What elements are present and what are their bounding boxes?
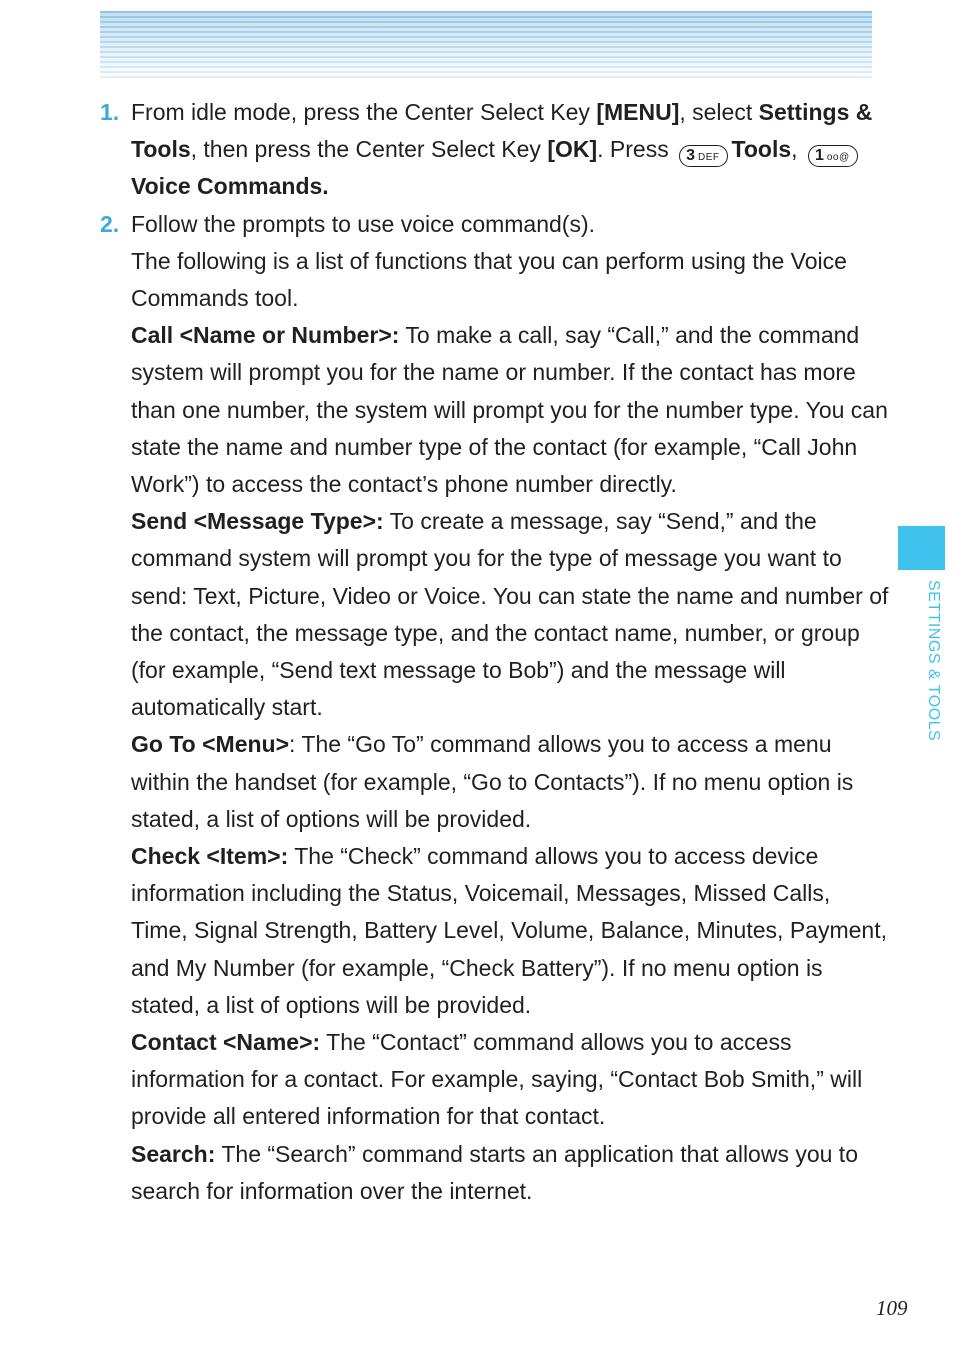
step-2-line-1: Follow the prompts to use voice command(s). — [131, 210, 596, 237]
step-number: 1. — [100, 99, 120, 125]
command-description: The “Check” command allows you to access device information including the Status, Voicemail, Messages, Missed Calls, Time, Signal Strength, Battery Level, Volume, Balance, Minutes, Payment, and My Number (for example, “Check Battery”). If no menu option is stated, a list of options will be provided. — [131, 843, 887, 1018]
command-term: Call <Name or Number>: — [131, 322, 400, 349]
tools-label: Tools — [731, 136, 792, 163]
step-1 — [100, 94, 890, 206]
page-number: 109 — [876, 1296, 908, 1320]
step-1-text: From idle mode, press the Center Select Key [MENU], select Settings & Tools, then press the Center Select Key [OK]. Press 3 DEF Tools, 1 oo@ Voice Commands. — [131, 99, 873, 200]
header-stripe-band — [100, 11, 872, 79]
command-go-to — [131, 726, 890, 838]
command-description: To make a call, say “Call,” and the command system will prompt you for the name or number. If the contact has more than one number, the system will prompt you for the number type. You can state the name and number type of the contact (for example, “Call John Work”) to access the contact’s phone number directly. — [131, 322, 888, 498]
menu-key-label: [MENU] — [596, 99, 680, 125]
command-description: To create a message, say “Send,” and the command system will prompt you for the type of message you want to send: Text, Picture, Video or Voice. You can state the name and number of the contact, the message type, and the contact name, number, or group (for example, “Send text message to Bob”) and the message will automatically start. — [131, 508, 889, 721]
key-3-def-icon: 3 DEF — [679, 145, 727, 167]
command-term: Send <Message Type>: — [131, 508, 384, 535]
command-description: The “Search” command starts an application that allows you to search for information over the internet. — [131, 1140, 858, 1204]
step-number: 2. — [100, 210, 120, 237]
key-1-voicemail-icon: 1 oo@ — [808, 145, 858, 167]
command-term: Check <Item>: — [131, 843, 289, 870]
section-tab-label: SETTINGS & TOOLS — [925, 580, 942, 742]
command-search — [131, 1136, 890, 1210]
step-2-line-2: The following is a list of functions that you can perform using the Voice Commands tool. — [131, 247, 847, 312]
ok-key-label: [OK] — [547, 136, 598, 163]
command-term: Contact <Name>: — [131, 1029, 321, 1056]
section-tab-marker — [898, 526, 945, 570]
command-description: The “Contact” command allows you to access information for a contact. For example, saying, “Contact Bob Smith,” will provide all entered information for that contact. — [131, 1029, 863, 1130]
command-call — [131, 317, 890, 503]
instructions-body — [100, 94, 890, 1210]
command-term: Go To <Menu> — [131, 731, 290, 758]
command-term: Search: — [131, 1140, 216, 1167]
voice-commands-label: Voice Commands. — [131, 173, 329, 200]
command-send — [131, 503, 890, 726]
step-2 — [100, 206, 890, 1210]
command-check — [131, 838, 890, 1024]
command-description: : The “Go To” command allows you to access a menu within the handset (for example, “Go to Contacts”). If no menu option is stated, a list of options will be provided. — [131, 731, 854, 832]
settings-tools-label: Settings & Tools — [131, 99, 873, 163]
command-contact — [131, 1024, 890, 1136]
